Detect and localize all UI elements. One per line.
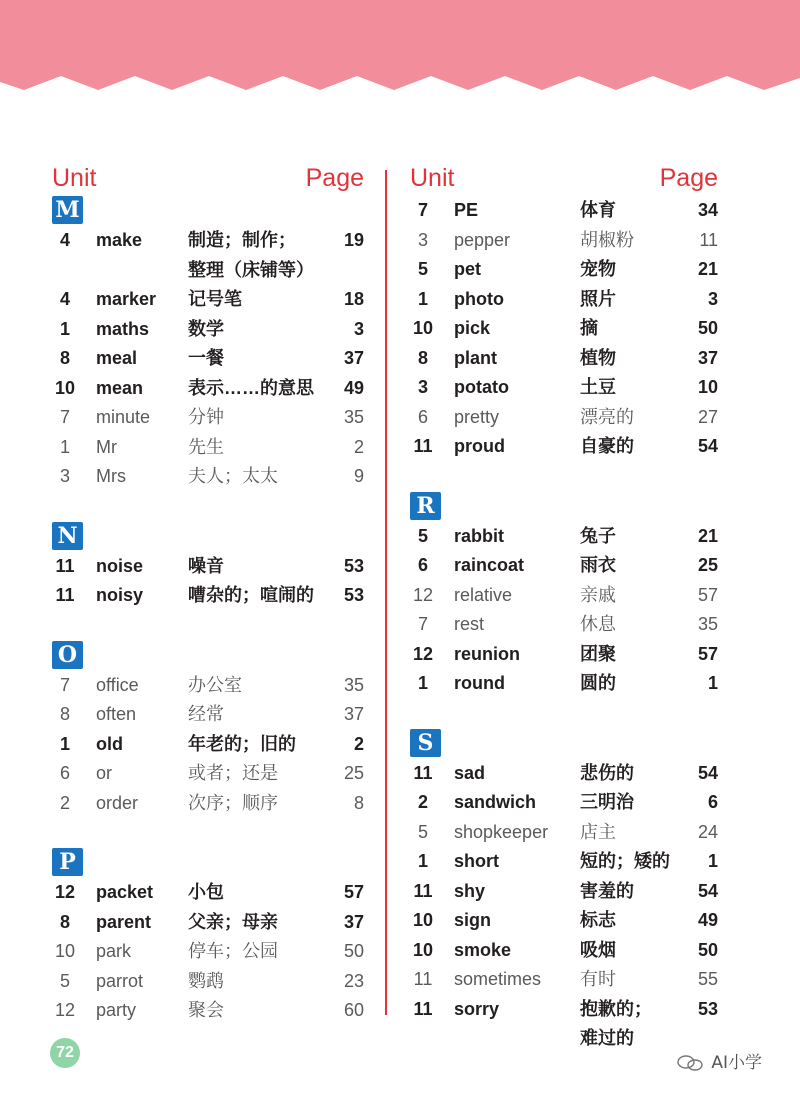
vocab-word: sorry xyxy=(454,998,500,1019)
word-meaning-continued: 整理（床铺等） xyxy=(188,259,314,280)
unit-number: 12 xyxy=(412,643,434,664)
unit-number: 8 xyxy=(59,348,70,368)
page-ref: 60 xyxy=(343,1000,364,1020)
unit-number: 5 xyxy=(417,821,428,842)
word-meaning: 休息 xyxy=(580,614,616,634)
vocab-row xyxy=(410,818,718,848)
unit-number: 11 xyxy=(413,998,433,1019)
right-column-header xyxy=(410,164,718,196)
word-meaning: 兔子 xyxy=(580,525,616,546)
vocab-word: plant xyxy=(454,347,497,368)
unit-number: 11 xyxy=(413,969,433,989)
section-gap xyxy=(410,699,718,729)
vocab-word: sometimes xyxy=(454,969,542,989)
vocab-word: rabbit xyxy=(454,525,505,546)
vocab-word: old xyxy=(96,733,123,754)
unit-number: 1 xyxy=(59,318,70,339)
page-ref: 3 xyxy=(707,288,718,309)
unit-number: 1 xyxy=(417,851,428,871)
page-ref: 57 xyxy=(697,584,718,605)
page-ref: 55 xyxy=(697,969,718,989)
page-ref: 54 xyxy=(697,762,718,783)
page-number: 72 xyxy=(50,1038,80,1068)
page-ref: 27 xyxy=(697,406,718,427)
page-ref: 2 xyxy=(353,436,364,457)
word-meaning: 植物 xyxy=(580,347,616,368)
vocab-row xyxy=(52,433,364,463)
vocab-row xyxy=(410,255,718,285)
page-ref: 1 xyxy=(707,851,718,871)
word-meaning: 自豪的 xyxy=(580,436,634,456)
vocab-row xyxy=(52,315,364,345)
vocab-row xyxy=(410,551,718,581)
word-meaning: 宠物 xyxy=(580,259,616,279)
vocab-row xyxy=(410,226,718,256)
word-meaning: 或者；还是 xyxy=(188,763,278,783)
vocab-word: pick xyxy=(454,318,491,338)
vocab-row xyxy=(52,789,364,819)
unit-number: 2 xyxy=(417,792,428,812)
unit-number: 1 xyxy=(59,733,70,754)
letter-badge: R xyxy=(410,492,441,520)
column-divider xyxy=(385,170,387,1015)
vocab-word: proud xyxy=(454,436,505,456)
vocab-word: pretty xyxy=(454,406,500,427)
unit-header: Unit xyxy=(410,164,455,192)
vocab-word: maths xyxy=(96,318,150,339)
vocab-word: pet xyxy=(454,259,481,279)
unit-number: 8 xyxy=(59,911,70,932)
left-column-header xyxy=(52,164,364,196)
vocab-row xyxy=(410,906,718,936)
page-ref: 34 xyxy=(697,200,718,220)
vocab-row xyxy=(410,522,718,552)
unit-number: 8 xyxy=(417,347,428,368)
unit-number: 10 xyxy=(412,318,434,338)
word-meaning: 经常 xyxy=(188,704,224,724)
page-ref: 25 xyxy=(343,763,364,783)
vocab-word: shy xyxy=(454,880,486,901)
unit-number: 1 xyxy=(417,288,428,309)
word-meaning: 悲伤的 xyxy=(580,762,634,783)
unit-number: 6 xyxy=(417,555,428,575)
vocab-word: meal xyxy=(96,348,138,368)
unit-number: 2 xyxy=(59,792,70,813)
vocab-row xyxy=(410,403,718,433)
vocab-row xyxy=(410,432,718,462)
word-meaning: 噪音 xyxy=(188,555,224,576)
page-ref: 50 xyxy=(697,939,718,960)
page-ref: 37 xyxy=(697,347,718,368)
vocab-word: mean xyxy=(96,377,144,398)
unit-number: 10 xyxy=(54,941,76,961)
vocab-word: park xyxy=(96,941,132,961)
page-ref: 1 xyxy=(707,673,718,693)
vocab-row xyxy=(52,967,364,997)
unit-header: Unit xyxy=(52,164,97,192)
page-header: Page xyxy=(659,164,718,192)
right-column xyxy=(410,164,718,1054)
page-ref: 35 xyxy=(343,674,364,695)
page-ref: 37 xyxy=(343,704,364,724)
page-ref: 9 xyxy=(353,466,364,486)
word-meaning: 年老的；旧的 xyxy=(188,733,296,754)
vocab-word: Mr xyxy=(96,436,117,457)
vocab-word: reunion xyxy=(454,643,520,664)
vocab-row xyxy=(410,285,718,315)
vocab-row xyxy=(410,759,718,789)
page-ref: 6 xyxy=(707,792,718,812)
vocab-word: packet xyxy=(96,882,154,902)
page-ref: 25 xyxy=(697,555,718,575)
watermark-text: AI小学 xyxy=(711,1053,763,1073)
vocab-row xyxy=(410,936,718,966)
page-header: Page xyxy=(305,164,364,192)
page-ref: 24 xyxy=(697,821,718,842)
word-meaning: 夫人；太太 xyxy=(188,466,278,486)
wechat-icon xyxy=(676,1055,706,1071)
letter-badge: M xyxy=(52,196,83,224)
vocab-row xyxy=(410,965,718,995)
page-ref: 35 xyxy=(697,614,718,634)
vocab-word: make xyxy=(96,230,143,250)
vocab-word: noise xyxy=(96,555,144,576)
page-ref: 3 xyxy=(353,318,364,339)
watermark xyxy=(676,1048,762,1073)
unit-number: 10 xyxy=(412,910,434,930)
vocab-word: round xyxy=(454,673,505,693)
vocab-row xyxy=(410,847,718,877)
vocab-word: sad xyxy=(454,762,486,783)
vocab-word: or xyxy=(96,763,113,783)
unit-number: 7 xyxy=(59,674,70,695)
unit-number: 5 xyxy=(417,525,428,546)
vocab-row xyxy=(52,671,364,701)
letter-badge: P xyxy=(52,848,83,876)
page-ref: 2 xyxy=(353,733,364,754)
word-meaning: 圆的 xyxy=(580,673,616,693)
vocab-row xyxy=(410,877,718,907)
page-ref: 37 xyxy=(343,911,364,932)
vocab-word: marker xyxy=(96,289,157,309)
word-meaning: 害羞的 xyxy=(580,880,634,901)
word-meaning: 分钟 xyxy=(188,407,224,427)
section-gap xyxy=(52,611,364,641)
vocab-row xyxy=(410,610,718,640)
unit-number: 4 xyxy=(59,289,70,309)
word-meaning: 胡椒粉 xyxy=(580,229,634,250)
page-ref: 57 xyxy=(343,882,364,902)
unit-number: 12 xyxy=(54,1000,76,1020)
page-ref: 18 xyxy=(343,289,364,309)
vocab-row xyxy=(52,996,364,1026)
page-ref: 21 xyxy=(697,259,718,279)
section-gap xyxy=(52,818,364,848)
vocab-row xyxy=(410,640,718,670)
page-ref: 23 xyxy=(343,970,364,991)
vocab-word: shopkeeper xyxy=(454,821,549,842)
word-meaning: 先生 xyxy=(188,436,224,457)
word-meaning: 抱歉的； xyxy=(580,998,652,1019)
letter-badge: N xyxy=(52,522,83,550)
page-ref: 57 xyxy=(697,643,718,664)
word-meaning: 吸烟 xyxy=(580,939,616,960)
left-column xyxy=(52,164,364,1026)
word-meaning: 嘈杂的；喧闹的 xyxy=(188,585,314,605)
word-meaning: 一餐 xyxy=(188,348,224,368)
word-meaning-continued: 难过的 xyxy=(580,1028,634,1048)
vocab-word: PE xyxy=(454,200,479,220)
word-meaning: 雨衣 xyxy=(580,555,616,575)
vocab-word: parrot xyxy=(96,970,144,991)
section-gap xyxy=(410,462,718,492)
unit-number: 7 xyxy=(417,200,428,220)
page-ref: 53 xyxy=(697,998,718,1019)
vocab-row xyxy=(52,552,364,582)
vocab-row xyxy=(52,285,364,315)
vocab-word: Mrs xyxy=(96,466,126,486)
vocab-row xyxy=(52,462,364,492)
page-ref: 49 xyxy=(697,910,718,930)
unit-number: 10 xyxy=(412,939,434,960)
vocab-row xyxy=(52,878,364,908)
unit-number: 3 xyxy=(417,229,428,250)
word-meaning: 有时 xyxy=(580,969,616,989)
vocab-word: order xyxy=(96,792,139,813)
vocab-word: sign xyxy=(454,910,492,930)
page-ref: 50 xyxy=(697,318,718,338)
word-meaning: 鹦鹉 xyxy=(188,970,224,991)
vocab-row xyxy=(52,759,364,789)
page-ref: 53 xyxy=(343,585,364,605)
page-ref: 37 xyxy=(343,348,364,368)
unit-number: 12 xyxy=(54,882,76,902)
letter-badge: O xyxy=(52,641,83,669)
word-meaning: 停车；公园 xyxy=(188,941,278,961)
unit-number: 8 xyxy=(59,704,70,724)
word-meaning: 店主 xyxy=(580,821,616,842)
vocab-row xyxy=(410,788,718,818)
vocab-row xyxy=(52,908,364,938)
unit-number: 10 xyxy=(54,377,76,398)
unit-number: 6 xyxy=(417,406,428,427)
word-meaning: 父亲；母亲 xyxy=(188,911,278,932)
vocab-row xyxy=(410,581,718,611)
unit-number: 5 xyxy=(417,259,428,279)
word-meaning: 办公室 xyxy=(188,674,242,695)
unit-number: 11 xyxy=(413,436,433,456)
word-meaning: 制造；制作； xyxy=(188,230,296,250)
vocab-row xyxy=(410,373,718,403)
word-meaning: 体育 xyxy=(580,200,616,220)
vocab-word: parent xyxy=(96,911,152,932)
page-ref: 19 xyxy=(343,230,364,250)
page-ref: 49 xyxy=(343,377,364,398)
page-ref: 35 xyxy=(343,407,364,427)
word-meaning: 团聚 xyxy=(580,643,616,664)
word-meaning: 摘 xyxy=(580,318,598,338)
vocab-word: pepper xyxy=(454,229,511,250)
unit-number: 1 xyxy=(417,673,428,693)
vocab-word: photo xyxy=(454,288,504,309)
page-ref: 53 xyxy=(343,555,364,576)
unit-number: 7 xyxy=(417,614,428,634)
vocab-row xyxy=(410,669,718,699)
word-meaning: 小包 xyxy=(188,882,224,902)
vocab-row xyxy=(410,995,718,1054)
unit-number: 11 xyxy=(413,762,433,783)
page-ref: 54 xyxy=(697,880,718,901)
vocab-word: office xyxy=(96,674,139,695)
word-meaning: 次序；顺序 xyxy=(188,792,278,813)
word-meaning: 标志 xyxy=(580,910,616,930)
unit-number: 11 xyxy=(413,880,433,901)
vocab-row xyxy=(52,937,364,967)
vocab-word: rest xyxy=(454,614,485,634)
vocab-word: minute xyxy=(96,407,151,427)
page-ref: 8 xyxy=(353,792,364,813)
word-meaning: 照片 xyxy=(580,288,616,309)
unit-number: 3 xyxy=(59,466,70,486)
unit-number: 12 xyxy=(412,584,434,605)
unit-number: 3 xyxy=(417,377,428,397)
vocab-row xyxy=(52,374,364,404)
page-ref: 54 xyxy=(697,436,718,456)
vocab-word: short xyxy=(454,851,499,871)
vocab-row xyxy=(410,344,718,374)
unit-number: 6 xyxy=(59,763,70,783)
word-meaning: 漂亮的 xyxy=(580,406,634,427)
vocab-row xyxy=(52,700,364,730)
zigzag-banner xyxy=(0,0,800,100)
unit-number: 11 xyxy=(55,585,75,605)
section-gap xyxy=(52,492,364,522)
vocab-row xyxy=(410,314,718,344)
vocab-row xyxy=(52,730,364,760)
vocab-word: noisy xyxy=(96,585,144,605)
word-meaning: 数学 xyxy=(188,318,224,339)
word-meaning: 三明治 xyxy=(580,792,634,812)
vocab-word: party xyxy=(96,1000,137,1020)
vocab-word: potato xyxy=(454,377,509,397)
letter-badge: S xyxy=(410,729,441,757)
unit-number: 4 xyxy=(59,230,70,250)
page-ref: 50 xyxy=(343,941,364,961)
vocab-row xyxy=(52,581,364,611)
word-meaning: 短的；矮的 xyxy=(580,851,670,871)
vocab-word: raincoat xyxy=(454,555,525,575)
vocab-row xyxy=(52,403,364,433)
page-ref: 21 xyxy=(697,525,718,546)
unit-number: 1 xyxy=(59,436,70,457)
vocab-word: relative xyxy=(454,584,513,605)
unit-number: 11 xyxy=(55,555,75,576)
word-meaning: 表示……的意思 xyxy=(188,377,314,398)
page-ref: 11 xyxy=(699,229,718,250)
vocab-word: sandwich xyxy=(454,792,537,812)
word-meaning: 聚会 xyxy=(188,1000,224,1020)
word-meaning: 土豆 xyxy=(580,377,616,397)
vocab-word: smoke xyxy=(454,939,512,960)
vocab-word: often xyxy=(96,704,137,724)
vocab-row xyxy=(410,196,718,226)
vocab-row xyxy=(52,226,364,285)
word-meaning: 亲戚 xyxy=(580,584,616,605)
page-ref: 10 xyxy=(697,377,718,397)
unit-number: 7 xyxy=(59,407,70,427)
word-meaning: 记号笔 xyxy=(188,289,242,309)
vocab-row xyxy=(52,344,364,374)
unit-number: 5 xyxy=(59,970,70,991)
